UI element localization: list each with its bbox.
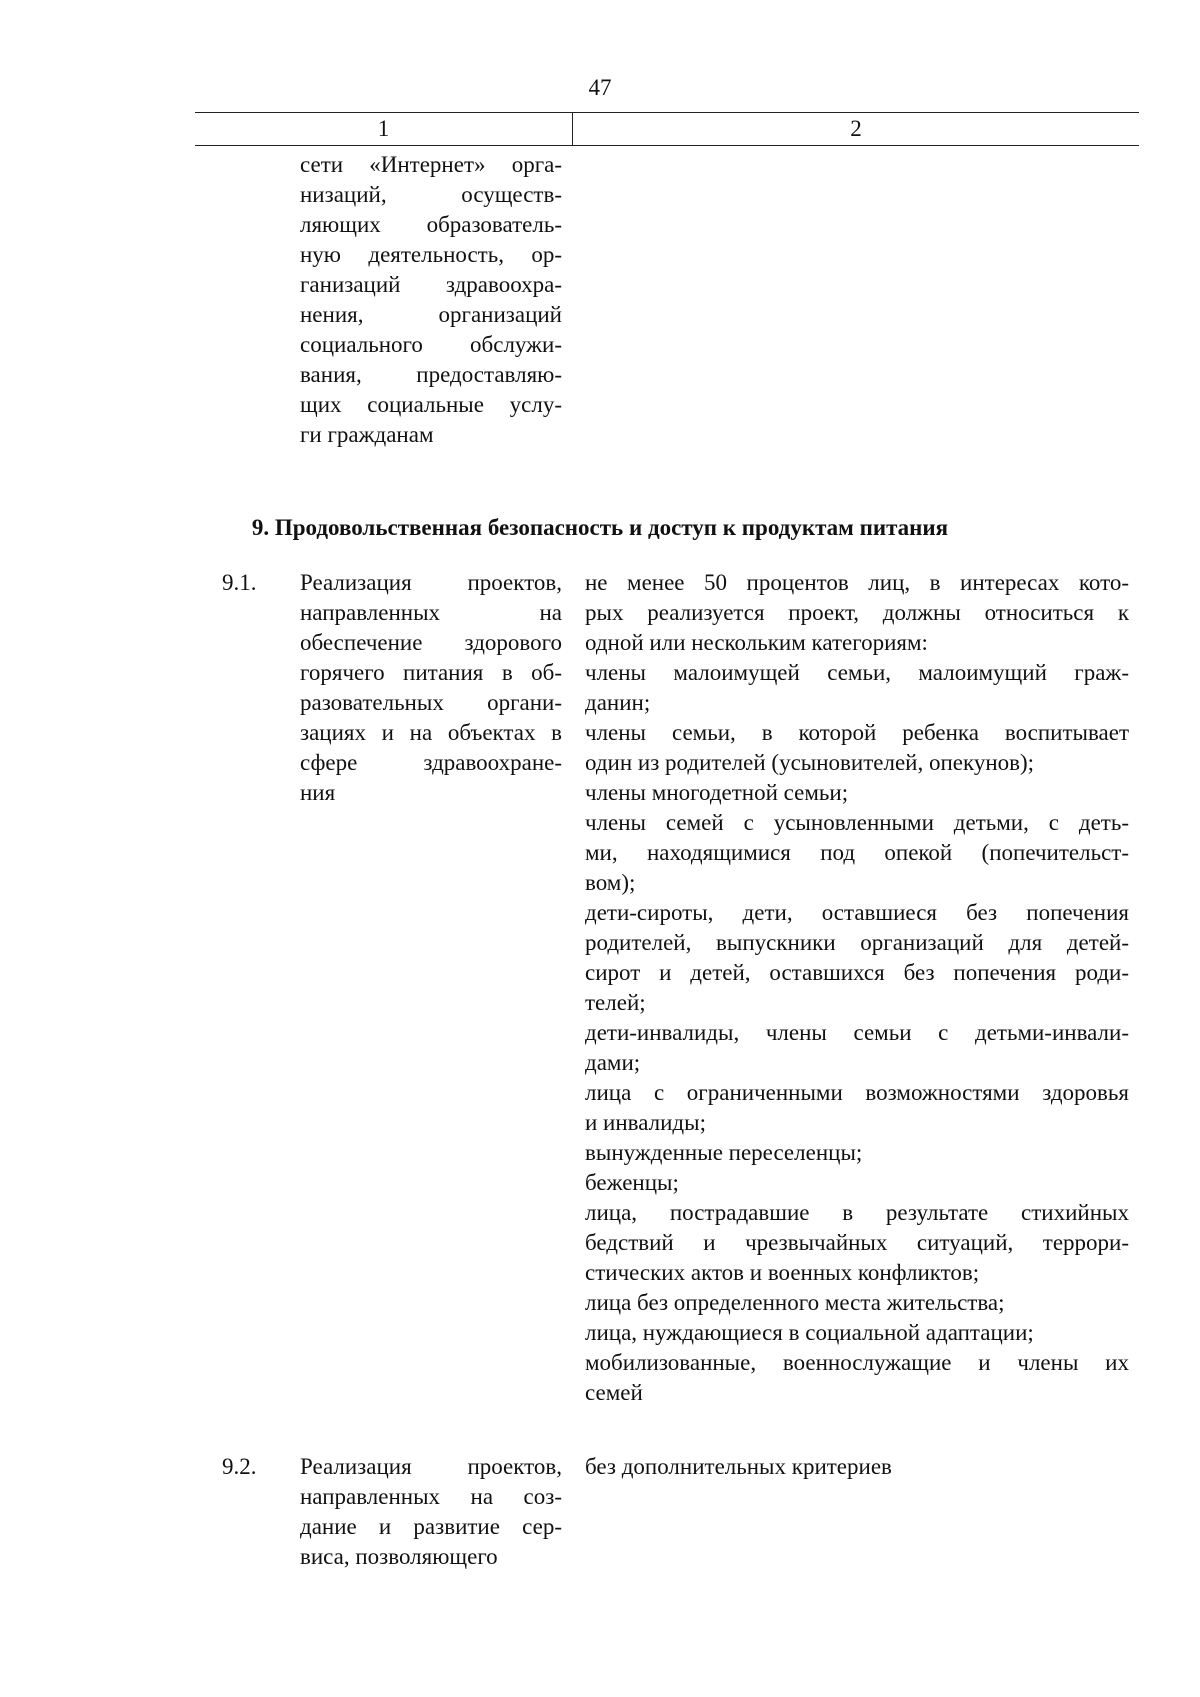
text-line: члены многодетной семьи; <box>585 780 849 805</box>
text-line: мобилизованные, военнослужащие и члены их <box>585 1350 1129 1375</box>
text-line: телей; <box>585 990 646 1015</box>
text-line: вом); <box>585 870 636 895</box>
text-line: лица без определенного места жительства; <box>585 1290 1005 1315</box>
text-line: дами; <box>585 1050 641 1075</box>
text-line: щих социальные услу- <box>300 392 562 417</box>
text-line: данин; <box>585 690 651 715</box>
text-line: лица, нуждающиеся в социальной адаптации; <box>585 1320 1034 1345</box>
text-line: ганизаций здравоохра- <box>300 272 562 297</box>
text-line: без дополнительных критериев <box>585 1454 892 1479</box>
text-line: бедствий и чрезвычайных ситуаций, террори- <box>585 1230 1129 1255</box>
text-line: Реализация проектов, <box>300 1454 562 1479</box>
text-line: горячего питания в об- <box>300 660 562 685</box>
text-line: виса, позволяющего <box>300 1544 498 1569</box>
row-9-1-col2 <box>585 568 1129 1408</box>
row-9-2-col1 <box>300 1452 562 1572</box>
text-line: семей <box>585 1380 643 1405</box>
text-line: беженцы; <box>585 1170 679 1195</box>
text-line: члены малоимущей семьи, малоимущий граж- <box>585 660 1129 685</box>
text-line: направленных на <box>300 600 562 625</box>
table-header-col1: 1 <box>195 113 573 145</box>
text-line: Реализация проектов, <box>300 570 562 595</box>
table-header <box>195 112 1139 146</box>
text-line: сирот и детей, оставшихся без попечения роди- <box>585 960 1129 985</box>
text-line: дание и развитие сер- <box>300 1514 562 1539</box>
text-line: обеспечение здорового <box>300 630 562 655</box>
text-line: одной или нескольким категориям: <box>585 630 928 655</box>
text-line: ную деятельность, ор- <box>300 242 562 267</box>
row-number: 9.1. <box>222 570 257 595</box>
text-line: социального обслужи- <box>300 332 562 357</box>
text-line: вания, предоставляю- <box>300 362 562 387</box>
page-number: 47 <box>588 75 612 100</box>
text-line: ми, находящимися под опекой (попечительст- <box>585 840 1129 865</box>
text-line: один из родителей (усыновителей, опекунов); <box>585 750 1035 775</box>
text-line: стических актов и военных конфликтов; <box>585 1260 980 1285</box>
text-line: дети-инвалиды, члены семьи с детьми-инвали- <box>585 1020 1129 1045</box>
text-line: вынужденные переселенцы; <box>585 1140 863 1165</box>
text-line: низаций, осуществ- <box>300 182 562 207</box>
text-line: разовательных органи- <box>300 690 562 715</box>
text-line: сети «Интернет» орга- <box>300 152 562 177</box>
text-line: направленных на соз- <box>300 1484 562 1509</box>
row-number: 9.2. <box>222 1454 257 1479</box>
text-line: ги гражданам <box>300 422 434 447</box>
text-line: зациях и на объектах в <box>300 720 562 745</box>
text-line: лица, пострадавшие в результате стихийных <box>585 1200 1129 1225</box>
text-line: ния <box>300 780 336 805</box>
row-9-1-col1 <box>300 568 562 808</box>
text-line: члены семей с усыновленными детьми, с деть- <box>585 810 1129 835</box>
text-line: родителей, выпускники организаций для детей- <box>585 930 1129 955</box>
text-line: лица с ограниченными возможностями здоровья <box>585 1080 1129 1105</box>
text-line: ляющих образователь- <box>300 212 562 237</box>
text-line: сфере здравоохране- <box>300 750 562 775</box>
continuation-col1 <box>300 150 562 450</box>
row-9-2-col2 <box>585 1452 1129 1482</box>
text-line: рых реализуется проект, должны относиться к <box>585 600 1129 625</box>
section-heading: 9. Продовольственная безопасность и доступ к продуктам питания <box>251 515 949 540</box>
text-line: не менее 50 процентов лиц, в интересах кото- <box>585 570 1129 595</box>
table-header-col2: 2 <box>850 116 862 141</box>
text-line: нения, организаций <box>300 302 562 327</box>
text-line: члены семьи, в которой ребенка воспитывает <box>585 720 1129 745</box>
text-line: и инвалиды; <box>585 1110 706 1135</box>
text-line: дети-сироты, дети, оставшиеся без попечения <box>585 900 1129 925</box>
